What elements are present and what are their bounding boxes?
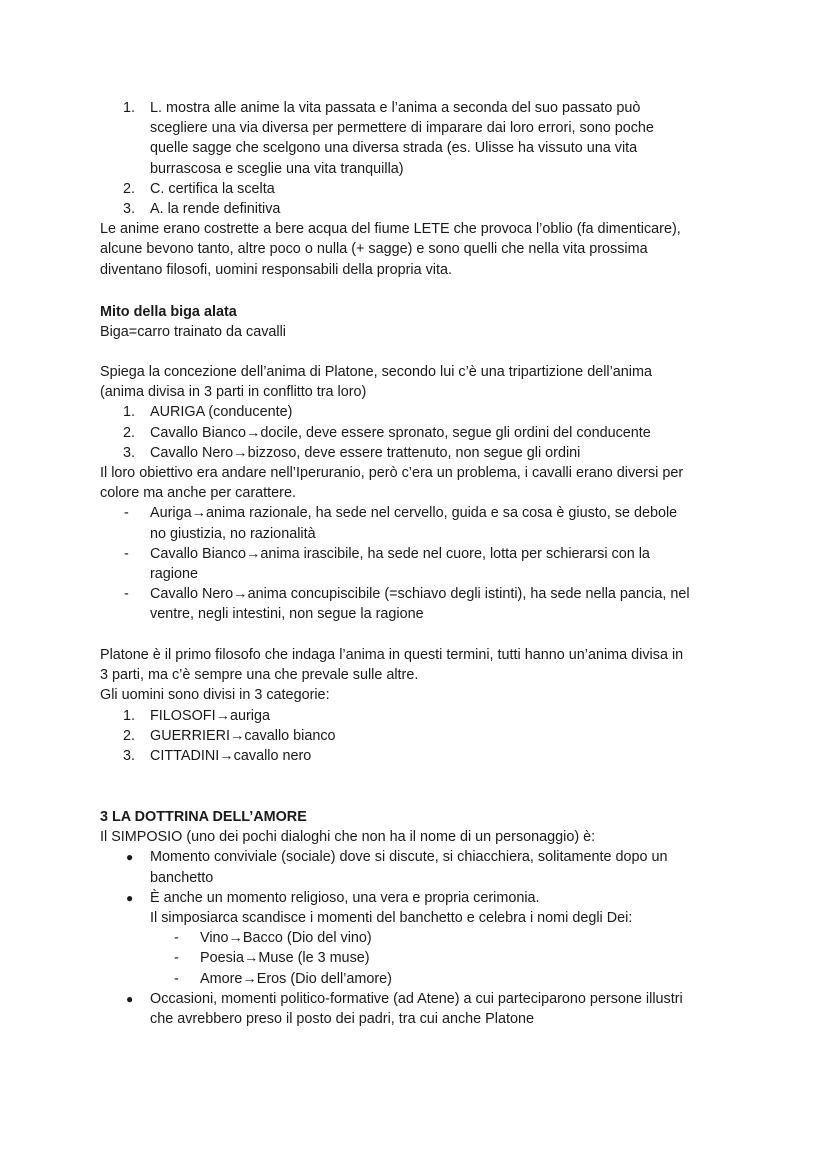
list-item: - Cavallo Bianco→anima irascibile, ha sede nel cuore, lotta per schierarsi con la ragione	[124, 545, 650, 583]
list-item: ● Momento conviviale (sociale) dove si discute, si chiacchiera, solitamente dopo un banchetto	[126, 849, 668, 886]
list-item: 1. L. mostra alle anime la vita passata e l’anima a seconda del suo passato può scegliere una via diversa per permettere di imparare dai loro errori, sono poche quelle sagge che scelgono una diversa strada (es. Ulisse ha vissuto una vita burrascosa e sceglie una vita tranquilla)	[123, 100, 654, 177]
list-item: 2. GUERRIERI→cavallo bianco	[123, 727, 336, 744]
list-item: 3. CITTADINI→cavallo nero	[123, 748, 312, 765]
platone-block	[100, 645, 740, 766]
goal-paragraph: Il loro obiettivo era andare nell’Iperuranio, però c’era un problema, i cavalli erano diversi per colore ma anche per carattere.	[100, 465, 684, 502]
list-item: - Auriga→anima razionale, ha sede nel cervello, guida e sa cosa è giusto, se debole no giustizia, no razionalità	[124, 505, 678, 542]
list-item: - Vino→Bacco (Dio del vino)	[174, 930, 372, 947]
list-item: 1. AURIGA (conducente)	[123, 404, 293, 421]
biga-definition: Biga=carro trainato da cavalli	[100, 324, 286, 341]
list-item: ● È anche un momento religioso, una vera e propria cerimonia. Il simposiarca scandisce i momenti del banchetto e celebra i nomi degli Dei:	[126, 889, 633, 927]
list-item: 3. A. la rende definitiva	[123, 201, 281, 218]
platone-paragraph: Platone è il primo filosofo che indaga l’anima in questi termini, tutti hanno un’anima divisa in 3 parti, ma c’è sempre una che prevale sulle altre.	[100, 647, 684, 684]
choice-list	[100, 98, 740, 280]
simposio-intro: Il SIMPOSIO (uno dei pochi dialoghi che non ha il nome di un personaggio) è:	[100, 829, 596, 846]
section-heading: 3 LA DOTTRINA DELL’AMORE	[100, 809, 307, 825]
list-item: 2. Cavallo Bianco→docile, deve essere spronato, segue gli ordini del conducente	[123, 424, 651, 441]
list-item: 3. Cavallo Nero→bizzoso, deve essere trattenuto, non segue gli ordini	[123, 444, 581, 461]
list-item: - Amore→Eros (Dio dell’amore)	[174, 970, 392, 987]
categories-intro: Gli uomini sono divisi in 3 categorie:	[100, 687, 330, 704]
list-item: 1. FILOSOFI→auriga	[123, 707, 270, 724]
biga-body	[100, 362, 740, 625]
amore-section	[100, 807, 740, 1029]
list-item: - Poesia→Muse (le 3 muse)	[174, 950, 370, 967]
list-item: 2. C. certifica la scelta	[123, 180, 275, 197]
list-item: ● Occasioni, momenti politico-formative (ad Atene) a cui parteciparono persone illustri che avrebbero preso il posto dei padri, tra cui anche Platone	[126, 990, 683, 1028]
list-item: - Cavallo Nero→anima concupiscibile (=schiavo degli istinti), ha sede nella pancia, nel ventre, negli intestini, non segue la ragione	[124, 586, 690, 623]
biga-section	[100, 302, 740, 342]
section-heading: Mito della biga alata	[100, 304, 237, 320]
biga-intro: Spiega la concezione dell’anima di Platone, secondo lui c’è una tripartizione dell’anima (anima divisa in 3 parti in conflitto tra loro)	[100, 364, 652, 401]
lete-paragraph: Le anime erano costrette a bere acqua del fiume LETE che provoca l’oblio (fa dimenticare), alcune bevono tanto, altre poco o nulla (+ sagge) e sono quelli che nella vita prossima diventano filosofi, uomini responsabili della propria vita.	[100, 221, 681, 278]
